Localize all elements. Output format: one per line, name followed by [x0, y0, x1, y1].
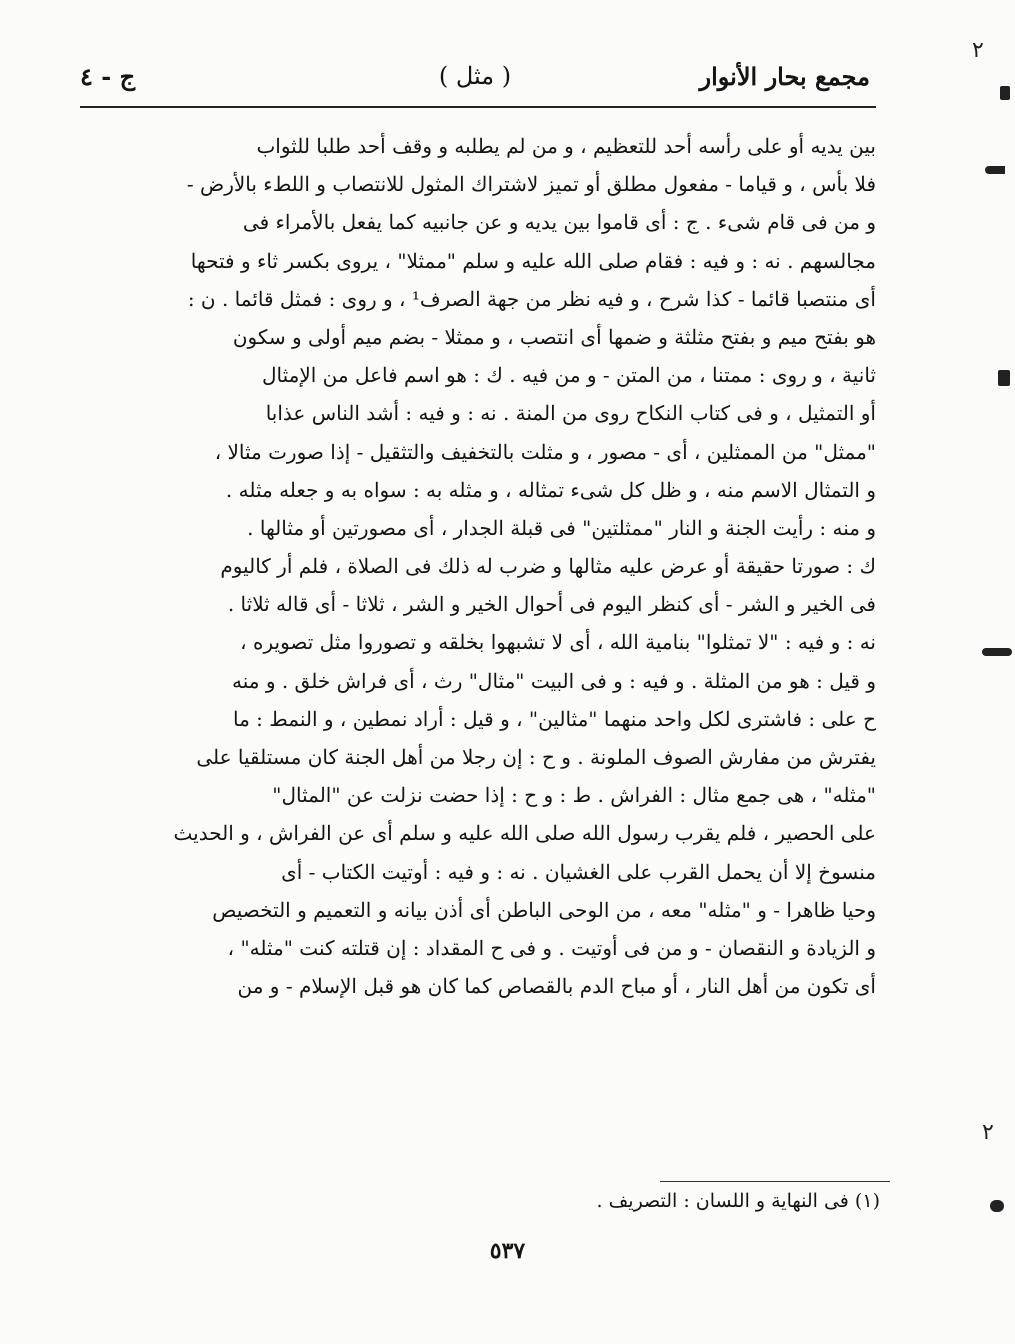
text-line: وحيا ظاهرا - و "مثله" معه ، من الوحى الباطن أى أذن بيانه و التعميم و التخصيص [212, 897, 876, 922]
margin-blot [998, 370, 1010, 386]
running-header [80, 62, 870, 102]
main-text [96, 127, 876, 1005]
text-line: "ممثل" من الممثلين ، أى - مصور ، و مثلت بالتخفيف والتثقيل - إذا صورت مثالا ، [214, 439, 876, 464]
margin-blot [1000, 86, 1010, 100]
text-line: مجالسهم . نه : و فيه : فقام صلى الله عليه و سلم "ممثلا" ، يروى بكسر ثاء و فتحها [190, 248, 876, 273]
text-line: و التمثال الاسم منه ، و ظل كل شىء تمثاله ، و مثله به : سواه به و جعله مثله . [225, 477, 876, 502]
text-line: بين يديه أو على رأسه أحد للتعظيم ، و من لم يطلبه و وقف أحد طلبا للثواب [256, 134, 876, 158]
text-line: ح على : فاشترى لكل واحد منهما "مثالين" ، و قيل : أراد نمطين ، و النمط : ما [233, 706, 876, 731]
entry-word: ( مثل ) [438, 62, 512, 90]
page-number: ٥٣٧ [489, 1238, 526, 1264]
text-line: ثانية ، و روى : ممتنا ، من المتن - و من فيه . ك : هو اسم فاعل من الإمثال [261, 363, 876, 388]
margin-blot [982, 648, 1012, 656]
text-line: منسوخ إلا أن يحمل القرب على الغشيان . نه : و فيه : أوتيت الكتاب - أى [281, 859, 876, 884]
volume-number: ج - ٤ [80, 62, 136, 91]
text-line: أى منتصبا قائما - كذا شرح ، و فيه نظر من جهة الصرف¹ ، و روى : فمثل قائما . ن : [187, 286, 876, 311]
text-line: على الحصير ، فلم يقرب رسول الله صلى الله عليه و سلم أى عن الفراش ، و الحديث [173, 821, 876, 846]
margin-note: ٢ [972, 38, 984, 63]
margin-blot [990, 1200, 1004, 1212]
margin-blot [985, 166, 1005, 174]
text-line: و الزيادة و النقصان - و من فى أوتيت . و فى ح المقداد : إن قتلته كنت "مثله" ، [227, 935, 876, 960]
text-line: فلا بأس ، و قياما - مفعول مطلق أو تميز لاشتراك المثول للانتصاب و اللطء بالأرض - [186, 172, 876, 197]
text-line: و من فى قام شىء . ج : أى قاموا بين يديه و عن جانبيه كما يفعل بالأمراء فى [242, 210, 876, 235]
text-line: نه : و فيه : "لا تمثلوا" بنامية الله ، أى لا تشبهوا بخلقه و تصوروا مثل تصويره ، [240, 630, 876, 655]
book-title: مجمع بحار الأنوار [699, 62, 870, 91]
header-rule [80, 106, 876, 108]
text-line: أو التمثيل ، و فى كتاب النكاح روى من المنة . نه : و فيه : أشد الناس عذابا [265, 401, 876, 426]
margin-note: ٢ [982, 1120, 994, 1145]
text-line: ك : صورتا حقيقة أو عرض عليه مثالها و ضرب له ذلك فى الصلاة ، فلم أر كاليوم [220, 554, 876, 579]
footnote-rule [660, 1181, 890, 1182]
text-line: هو بفتح ميم و بفتح مثلثة و ضمها أى انتصب ، و ممثلا - بضم ميم أولى و سكون [232, 324, 876, 349]
text-line: أى تكون من أهل النار ، أو مباح الدم بالقصاص كما كان هو قبل الإسلام - و من [237, 974, 876, 999]
text-line: و قيل : هو من المثلة . و فيه : و فى البيت "مثال" رث ، أى فراش خلق . و منه [231, 668, 876, 693]
text-line: "مثله" ، هى جمع مثال : الفراش . ط : و ح : إذا حضت نزلت عن "المثال" [272, 783, 876, 808]
text-line: فى الخير و الشر - أى كنظر اليوم فى أحوال الخير و الشر ، ثلاثا - أى قاله ثلاثا . [227, 592, 876, 617]
footnote: (١) فى النهاية و اللسان : التصريف . [596, 1190, 880, 1212]
text-line: يفترش من مفارش الصوف الملونة . و ح : إن رجلا من أهل الجنة كان مستلقيا على [196, 745, 876, 769]
text-line: و منه : رأيت الجنة و النار "ممثلتين" فى قبلة الجدار ، أى مصورتين أو مثالها . [247, 515, 876, 540]
